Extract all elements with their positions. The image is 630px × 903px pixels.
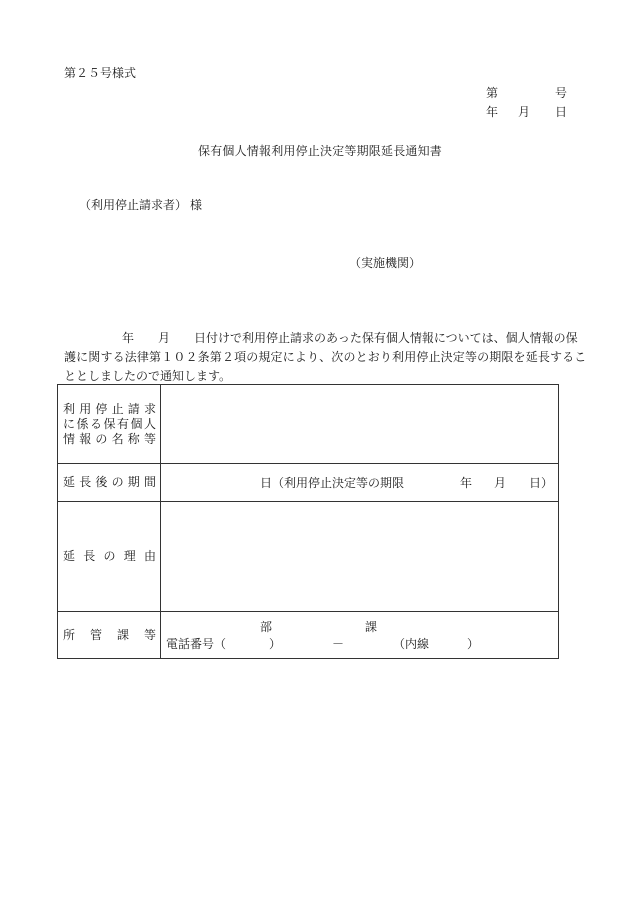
value-extended-period[interactable] [161,464,559,502]
department-ka-label: 課 [365,620,378,634]
notice-table [57,384,559,659]
doc-number-prefix: 第 [486,86,499,100]
phone-label: 電話番号（ [166,637,227,651]
label-info-name-line: に係る保有個人 [63,416,156,431]
body-line-2: 護に関する法律第１０２条第２項の規定により、次のとおり利用停止決定等の期限を延長するこ [64,350,587,364]
deadline-day-label: 日） [529,476,554,490]
label-department-text: 所管課等 [63,627,156,642]
table-row-reason [58,502,559,612]
period-day-text: 日（利用停止決定等の期限 [260,476,405,490]
body-line-3: ととしましたので通知します。 [64,369,232,383]
label-info-name-line: 利用停止請求 [63,401,156,416]
table-row-info-name [58,385,559,464]
document-title: 保有個人情報利用停止決定等期限延長通知書 [198,144,443,158]
department-bu-label: 部 [260,620,273,634]
deadline-year-label: 年 [460,476,473,490]
body-month-label: 月 [158,331,171,345]
table-row-extended-period [58,464,559,502]
date-year-label: 年 [486,105,499,119]
body-line-1-text: 日付けで利用停止請求のあった保有個人情報については、個人情報の保 [194,331,578,345]
label-reason [58,502,161,612]
deadline-month-label: 月 [494,476,507,490]
value-reason[interactable] [161,502,559,612]
label-extended-period [58,464,161,502]
extension-label: （内線 [393,637,430,651]
date-day-label: 日 [555,105,568,119]
form-number: 第２５号様式 [64,66,137,80]
label-reason-text: 延長の理由 [63,549,156,563]
label-info-name-line: 情報の名称等 [63,431,156,446]
addressee-name: （利用停止請求者） [79,198,188,212]
label-extended-period-text: 延長後の期間 [63,475,156,489]
label-department [58,612,161,659]
phone-close-paren: ） [269,637,282,651]
body-year-label: 年 [122,331,135,345]
table-row-department [58,612,559,659]
addressee-honorific: 様 [190,198,203,212]
extension-close-paren: ） [467,637,480,651]
value-department[interactable] [161,612,559,659]
value-info-name[interactable] [161,385,559,464]
phone-dash: － [332,637,345,651]
date-month-label: 月 [518,105,531,119]
issuing-agency: （実施機関） [349,256,422,270]
doc-number-suffix: 号 [555,86,568,100]
label-info-name [58,385,161,464]
